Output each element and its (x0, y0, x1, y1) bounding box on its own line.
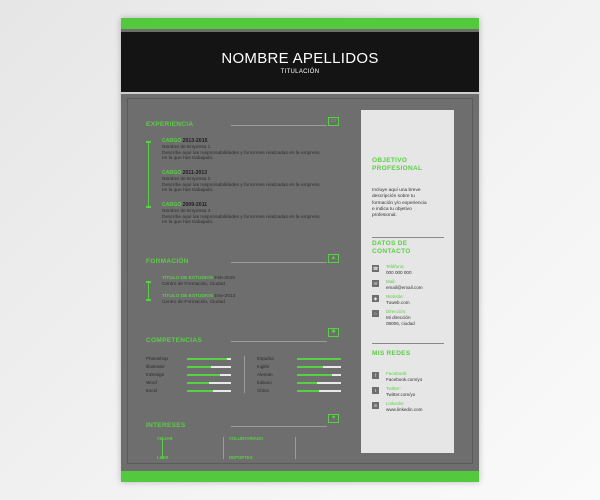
experience-heading: EXPERIENCIA (146, 121, 194, 128)
skill-bar-fill (297, 374, 332, 376)
skill-bar-fill (297, 358, 341, 360)
skill-bar-fill (297, 390, 319, 392)
skill-bar-fill (297, 366, 323, 368)
graduation-cap-icon: ▲ (328, 254, 339, 263)
interest-item: LEER (157, 455, 169, 460)
bottom-accent-bar (121, 471, 479, 482)
education-dates: Ene-2013 (214, 294, 236, 299)
education-item (162, 294, 332, 306)
timeline-marker (146, 281, 151, 283)
skill-name: Italiano (257, 380, 272, 385)
experience-company: Nombre de Empresa 3 (162, 208, 211, 214)
experience-description: Describe aquí las responsabilidades y funciones realizadas en la empresa (162, 214, 320, 220)
twitter-icon: t (372, 387, 379, 394)
contact-heading-line: DATOS DE (372, 240, 408, 247)
social-value: Twitter.com/yo (386, 392, 416, 397)
interests-heading: INTERESES (146, 422, 186, 429)
resume-page (121, 18, 479, 482)
experience-timeline (148, 141, 149, 208)
experience-description: Describe aquí las responsabilidades y funciones realizadas en la empresa (162, 150, 320, 156)
skill-name: Word (146, 380, 157, 385)
interest-connector (295, 437, 296, 459)
social-label: Facebook: (386, 371, 408, 376)
contact-value: 000 000 000 (386, 270, 412, 275)
social-heading: MIS REDES (372, 350, 411, 357)
contact-value: Tuweb.com (386, 300, 410, 305)
experience-role: CARGO (162, 138, 182, 144)
contact-value: Mi dirección (386, 315, 411, 320)
heart-icon: ♥ (328, 414, 339, 423)
experience-item (162, 203, 337, 226)
contact-value: 08006, ciudad (386, 321, 415, 326)
sidebar-divider (372, 237, 444, 238)
skill-bar-fill (297, 382, 317, 384)
experience-company: Nombre de Empresa 2 (162, 176, 211, 182)
education-heading: FORMACIÓN (146, 258, 189, 265)
skill-bar-fill (187, 390, 213, 392)
skill-name: Photoshop (146, 356, 168, 361)
contact-value: email@email.com (386, 285, 423, 290)
social-label: Linkedin: (386, 401, 405, 406)
contact-heading (372, 240, 411, 256)
facebook-icon: f (372, 372, 379, 379)
objective-text (372, 188, 446, 219)
contact-label: Website: (386, 294, 404, 299)
skill-bar-fill (187, 382, 209, 384)
sidebar-divider (372, 343, 444, 344)
skill-name: Illustrator (146, 364, 165, 369)
objective-heading-line: OBJETIVO (372, 157, 408, 164)
skills-column-divider (244, 356, 245, 393)
education-degree: TÍTULO DE ESTUDIOS (162, 294, 214, 299)
skill-name: Español (257, 356, 274, 361)
education-center: Centro de Formación, Ciudad (162, 282, 225, 287)
sidebar (361, 110, 454, 453)
phone-icon: ☎ (372, 266, 379, 271)
timeline-marker (146, 141, 151, 143)
interest-item: VIAJAR (157, 436, 173, 441)
objective-line: e indica tu objetivo (372, 206, 412, 212)
skill-name: Excel (146, 388, 158, 393)
skill-bar-fill (187, 374, 220, 376)
job-title: TITULACIÓN (280, 69, 320, 75)
experience-item (162, 171, 337, 194)
experience-dates: 2013-2015 (182, 138, 208, 144)
objective-heading (372, 157, 422, 173)
experience-company: Nombre de Empresa 1 (162, 144, 211, 150)
top-accent-bar (121, 18, 479, 29)
interest-item: DEPORTES (229, 455, 253, 460)
gear-icon: ✱ (328, 328, 339, 337)
education-divider (231, 262, 327, 263)
experience-description: en la que has trabajado. (162, 220, 214, 226)
interests-divider (231, 426, 327, 427)
contact-heading-line: CONTACTO (372, 248, 411, 255)
experience-dates: 2009-2011 (182, 202, 208, 208)
skills-heading: COMPETENCIAS (146, 337, 202, 344)
interest-connector (223, 437, 224, 459)
experience-role: CARGO (162, 202, 182, 208)
contact-label: Mail: (386, 279, 396, 284)
experience-role: CARGO (162, 170, 182, 176)
experience-description: en la que has trabajado. (162, 188, 214, 194)
skill-bar-fill (187, 358, 227, 360)
interest-item: VOLUNTARIADO (229, 436, 264, 441)
skill-name: Chino (257, 388, 270, 393)
skills-divider (231, 341, 327, 342)
skill-name: Inglés (257, 364, 270, 369)
social-value: Facebook.com/yo (386, 377, 423, 382)
education-center: Centro de Formación, Ciudad (162, 300, 225, 305)
social-label: Twitter: (386, 386, 401, 391)
timeline-marker (146, 206, 151, 208)
education-timeline (148, 281, 149, 300)
linkedin-icon: in (373, 403, 378, 408)
mail-icon: ✉ (373, 281, 378, 286)
experience-description: en la que has trabajado. (162, 156, 214, 162)
experience-divider (231, 125, 327, 126)
skill-name: Alemán (257, 372, 273, 377)
experience-dates: 2011-2013 (182, 170, 208, 176)
timeline-marker (146, 299, 151, 301)
objective-line: descripción sobre tu (372, 194, 415, 200)
social-value: www.linkedin.com (386, 407, 423, 412)
education-degree: TÍTULO DE ESTUDIOS (162, 276, 214, 281)
experience-item (162, 139, 337, 162)
resume-header (121, 32, 479, 94)
home-icon: ⌂ (372, 310, 379, 317)
objective-line: profesional. (372, 213, 397, 219)
full-name: NOMBRE APELLIDOS (221, 50, 379, 67)
skill-name: InDesign (146, 372, 165, 377)
contact-label: Teléfono: (386, 264, 405, 269)
briefcase-icon: ▭ (328, 117, 339, 126)
objective-line: Incluye aquí una breve (372, 188, 421, 193)
objective-line: formación y/o experiencia (372, 200, 427, 206)
skill-bar-fill (187, 366, 211, 368)
education-dates: Feb-2015 (214, 276, 236, 281)
objective-heading-line: PROFESIONAL (372, 165, 423, 172)
contact-label: Dirección: (386, 309, 407, 314)
experience-description: Describe aquí las responsabilidades y funciones realizadas en la empresa (162, 182, 320, 188)
education-item (162, 276, 332, 288)
web-icon: ◆ (373, 296, 378, 301)
